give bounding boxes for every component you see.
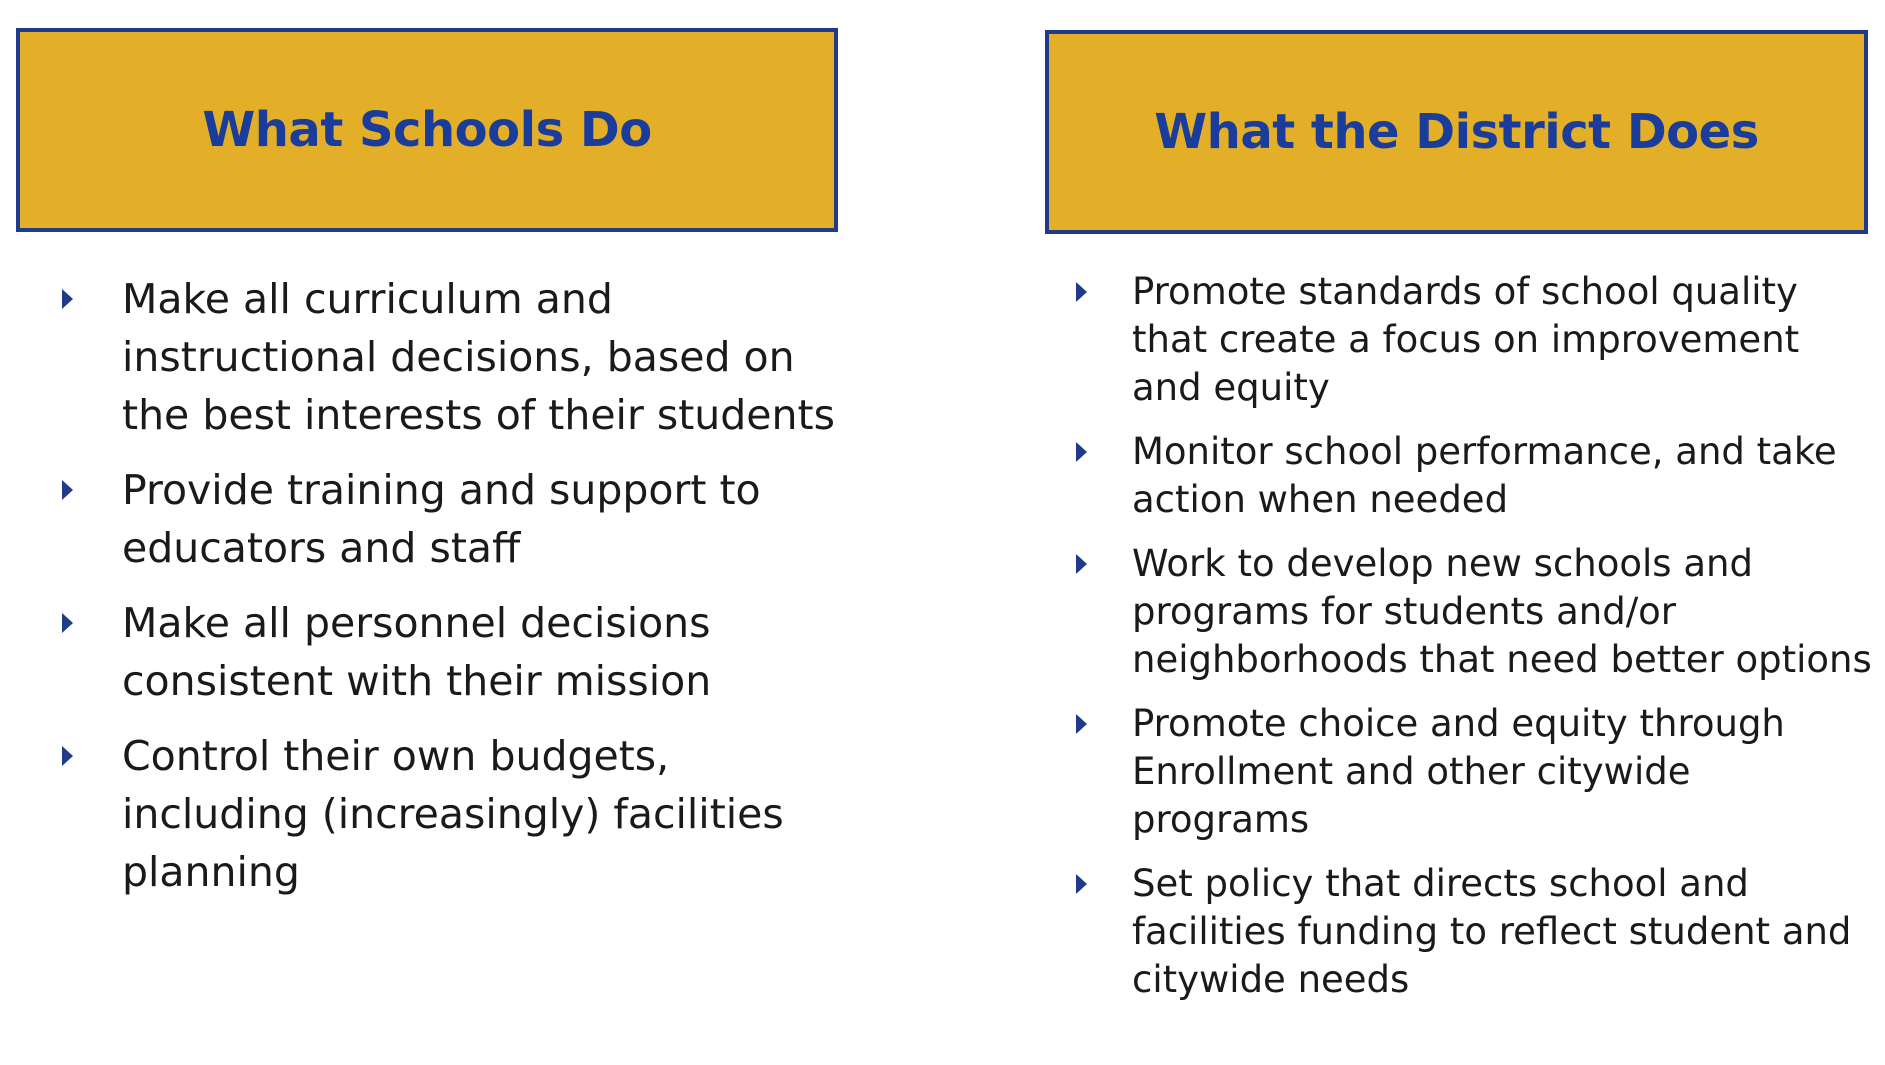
list-item-text: Work to develop new schools and programs for students and/or neighborhoods that need better options <box>1132 542 1872 681</box>
bullet-arrow-icon <box>62 289 73 309</box>
list-item-text: Make all personnel decisions consistent with their mission <box>122 599 712 705</box>
schools-header-box <box>16 28 838 232</box>
bullet-arrow-icon <box>1076 442 1087 462</box>
schools-header-title: What Schools Do <box>202 102 652 158</box>
bullet-arrow-icon <box>1076 282 1087 302</box>
list-item <box>1076 700 1876 844</box>
list-item-text: Control their own budgets, including (increasingly) facilities planning <box>122 732 784 896</box>
list-item <box>62 727 852 901</box>
district-header-title: What the District Does <box>1154 104 1759 160</box>
schools-responsibilities-list <box>62 270 852 918</box>
bullet-arrow-icon <box>1076 714 1087 734</box>
list-item-text: Promote standards of school quality that create a focus on improvement and equity <box>1132 270 1800 409</box>
list-item-text: Make all curriculum and instructional decisions, based on the best interests of their students <box>122 275 835 439</box>
bullet-arrow-icon <box>1076 874 1087 894</box>
bullet-arrow-icon <box>62 613 73 633</box>
district-header-box <box>1045 30 1868 234</box>
list-item <box>62 461 852 577</box>
list-item-text: Provide training and support to educators and staff <box>122 466 761 572</box>
list-item <box>1076 540 1876 684</box>
list-item-text: Monitor school performance, and take action when needed <box>1132 430 1837 521</box>
bullet-arrow-icon <box>62 480 73 500</box>
list-item-text: Promote choice and equity through Enrollment and other citywide programs <box>1132 702 1785 841</box>
list-item <box>1076 268 1876 412</box>
district-responsibilities-list <box>1076 268 1876 1020</box>
bullet-arrow-icon <box>1076 554 1087 574</box>
list-item-text: Set policy that directs school and facilities funding to reflect student and citywide needs <box>1132 862 1852 1001</box>
list-item <box>1076 428 1876 524</box>
list-item <box>1076 860 1876 1004</box>
bullet-arrow-icon <box>62 746 73 766</box>
list-item <box>62 270 852 444</box>
list-item <box>62 594 852 710</box>
